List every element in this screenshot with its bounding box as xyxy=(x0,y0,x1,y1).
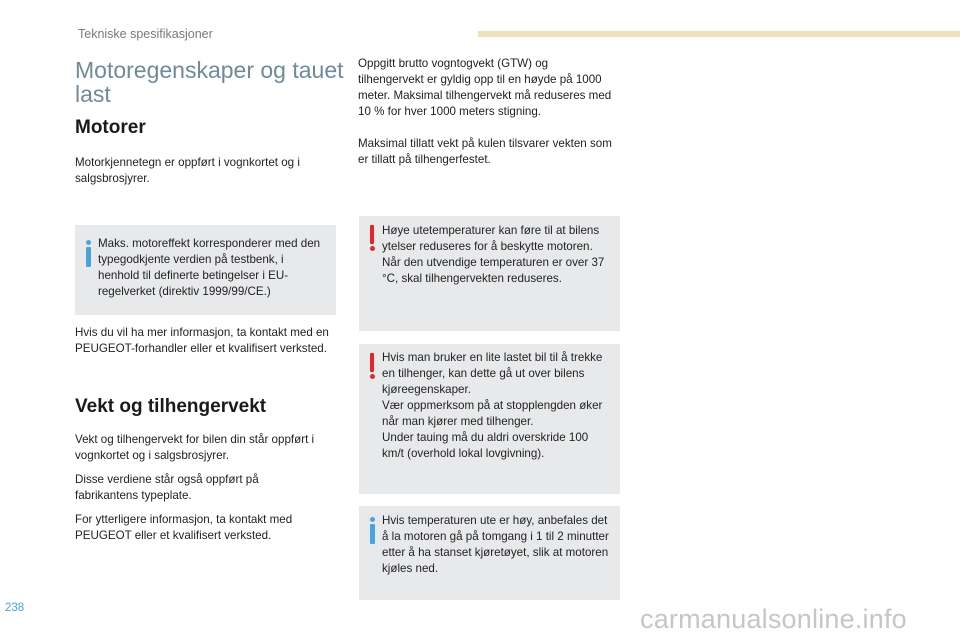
heading-vekt: Vekt og tilhengervekt xyxy=(75,396,267,417)
info-note-text: Maks. motoreffekt korresponderer med den typegodkjente verdien på testbenk, i henhold til definerte betingelser i EU-regelverket (direktiv 1999/99/CE.) xyxy=(98,237,321,298)
motorer-more-info: Hvis du vil ha mer informasjon, ta kontakt med en PEUGEOT-forhandler eller et kvalifisert verksted. xyxy=(75,326,329,355)
warning-note-towing xyxy=(359,344,620,494)
info-note-motoreffekt xyxy=(75,225,336,315)
gtw-text-1: Oppgitt brutto vogntogvekt (GTW) og tilhengervekt er gyldig opp til en høyde på 1000 meter. Maksimal tilhengervekt må reduseres med 10 % for hver 1000 meters stigning. xyxy=(358,57,612,118)
warning-note-text: Hvis man bruker en lite lastet bil til å trekke en tilhenger, kan dette gå ut over bilens kjøreegenskaper. xyxy=(382,351,603,396)
header-rule xyxy=(478,31,960,37)
heading-motorer: Motorer xyxy=(75,117,146,138)
info-icon xyxy=(86,240,91,268)
vekt-para-3: For ytterligere informasjon, ta kontakt med PEUGEOT eller et kvalifisert verksted. xyxy=(75,513,293,542)
info-icon xyxy=(370,517,375,545)
warning-icon xyxy=(368,353,376,383)
vekt-para-1: Vekt og tilhengervekt for bilen din står oppført i vognkortet og i salgsbrosjyrer. xyxy=(75,433,315,462)
warning-icon xyxy=(368,225,376,255)
page-title: Motoregenskaper og tauet last xyxy=(75,57,344,107)
gtw-text-2: Maksimal tillatt vekt på kulen tilsvarer vekten som er tillatt på tilhengerfestet. xyxy=(358,137,612,166)
warning-note-text: Vær oppmerksom på at stopplengden øker når man kjører med tilhenger. xyxy=(382,399,603,428)
vekt-para-2: Disse verdiene står også oppført på fabrikantens typeplate. xyxy=(75,473,259,502)
page-number: 238 xyxy=(5,602,25,614)
section-header: Tekniske spesifikasjoner xyxy=(78,27,213,41)
warning-note-text: Høye utetemperaturer kan føre til at bilens ytelser reduseres for å beskytte motoren. Når den utvendige temperaturen er over 37 °C, skal tilhengervekten reduseres. xyxy=(382,224,605,285)
info-note-idle xyxy=(359,506,620,600)
watermark: carmanualsonline.info xyxy=(640,604,907,634)
info-note-text: Hvis temperaturen ute er høy, anbefales det å la motoren gå på tomgang i 1 til 2 minutter etter å ha stanset kjøretøyet, slik at motoren kjøles ned. xyxy=(382,514,609,575)
warning-note-temperature xyxy=(359,216,620,331)
warning-note-text: Under tauing må du aldri overskride 100 km/t (overhold lokal lovgivning). xyxy=(382,431,589,460)
motorer-intro: Motorkjennetegn er oppført i vognkortet og i salgsbrosjyrer. xyxy=(75,156,300,185)
